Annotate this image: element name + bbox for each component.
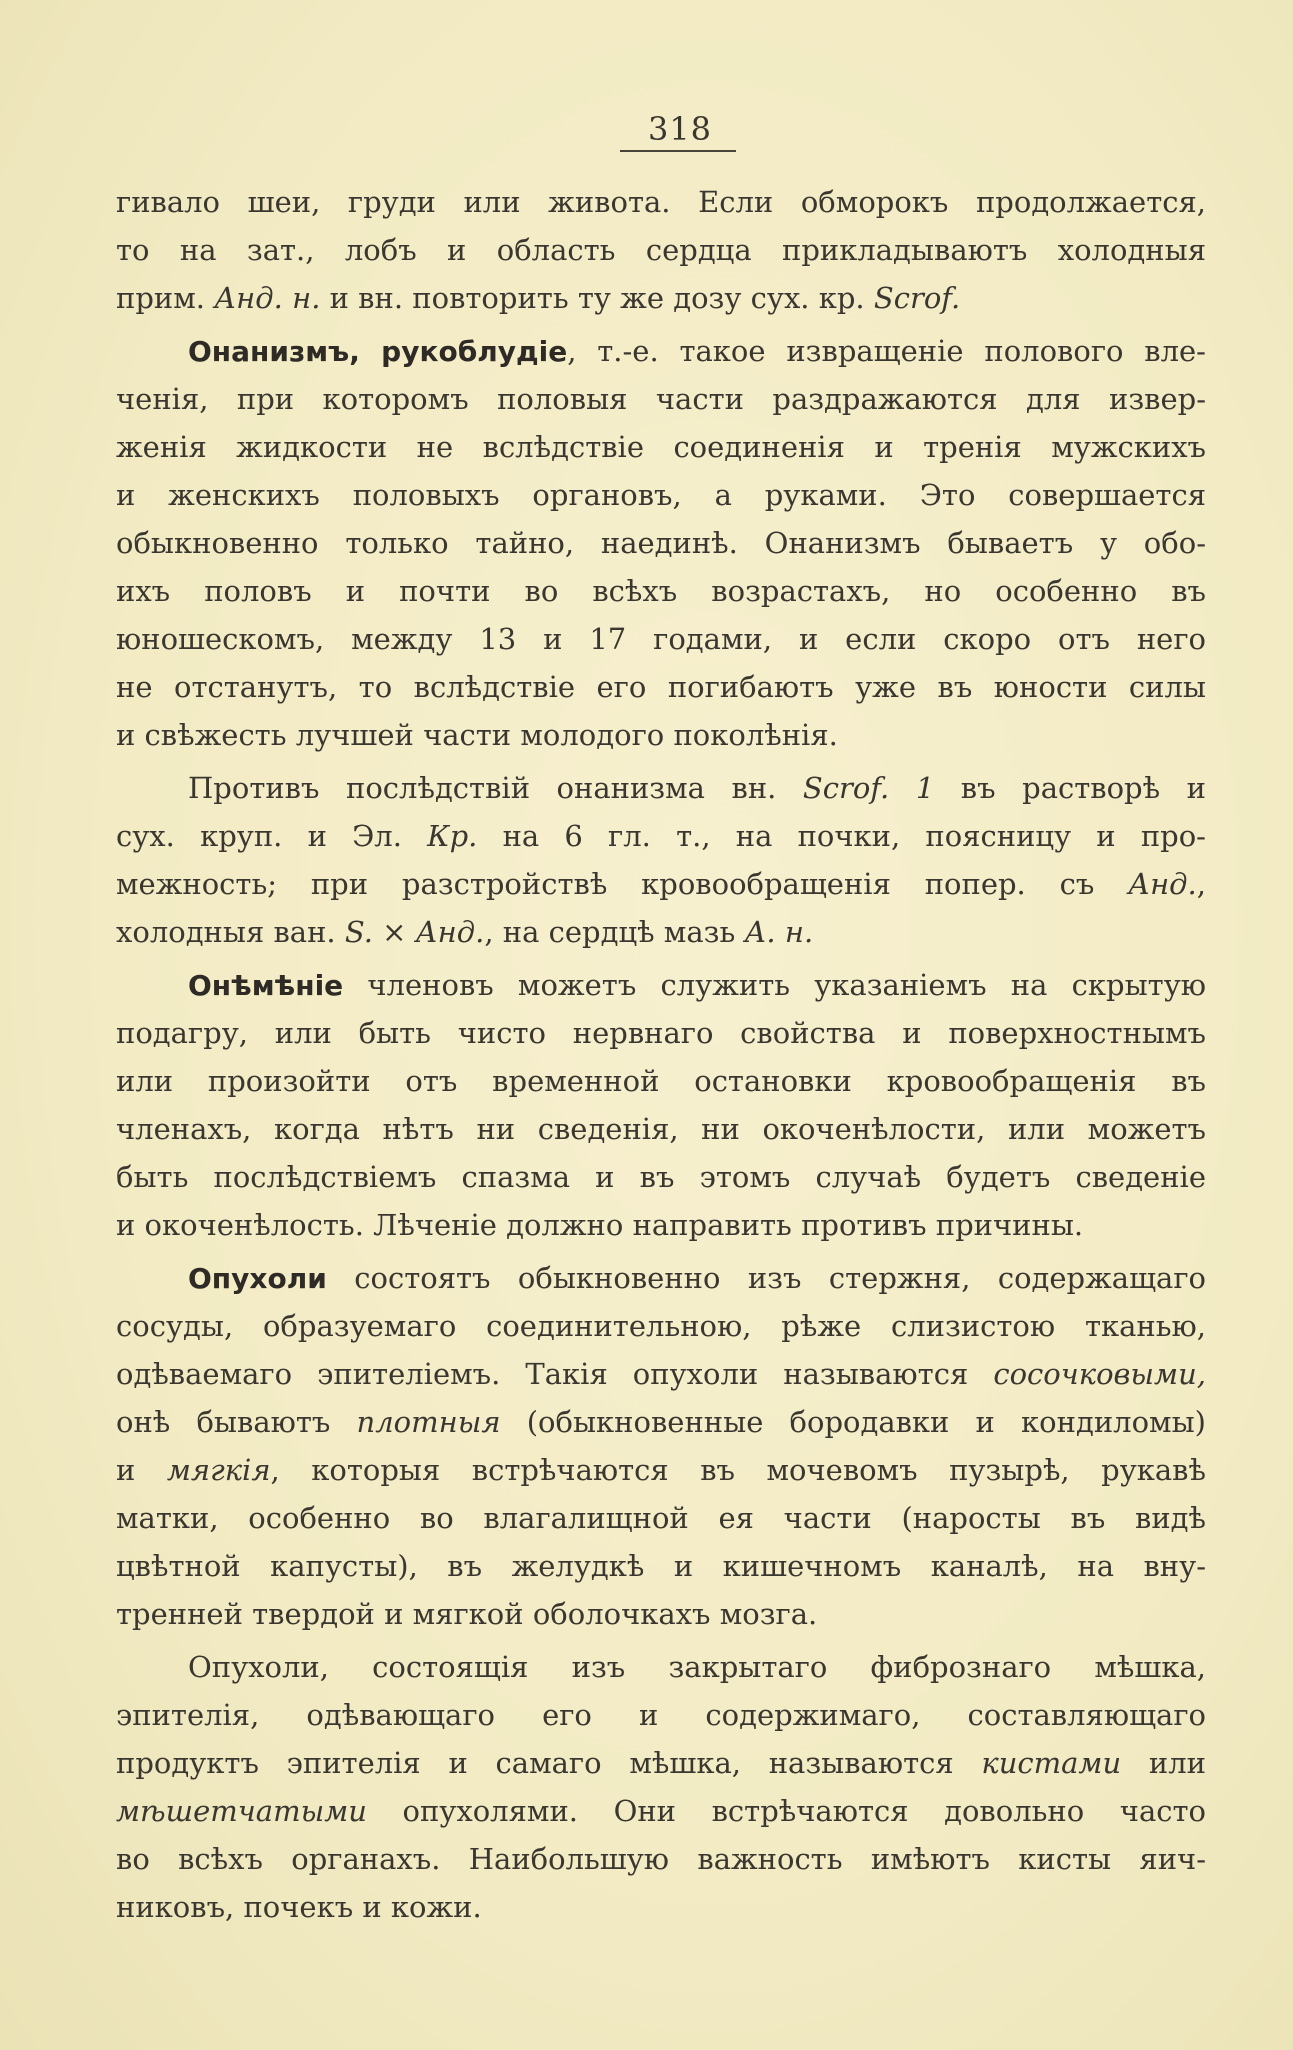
text-segment: , на сердцѣ мазь — [484, 915, 745, 949]
text-line — [116, 711, 1206, 759]
text-line — [116, 226, 1206, 274]
text-segment: , которыя встрѣчаются въ мочевомъ пузырѣ, рукавѣ — [270, 1453, 1206, 1487]
text-segment: сосуды, образуемаго соединительною, рѣже слизистою тканью, — [116, 1309, 1206, 1343]
text-segment: и окоченѣлость. Лѣченіе должно направить противъ причины. — [116, 1208, 1084, 1242]
italic-text: плотныя — [356, 1405, 501, 1439]
italic-text: Scrof. — [873, 281, 961, 315]
text-segment: ченія, при которомъ половыя части раздражаются для извер- — [116, 382, 1206, 416]
text-segment: Противъ послѣдствій онанизма вн. — [188, 771, 803, 805]
paragraph — [116, 178, 1206, 322]
text-segment: обыкновенно только тайно, наединѣ. Онанизмъ бываетъ у обо- — [116, 526, 1206, 560]
text-line — [116, 1494, 1206, 1542]
text-line — [116, 1883, 1206, 1931]
text-line — [116, 1302, 1206, 1350]
text-line — [116, 1153, 1206, 1201]
text-line — [116, 1835, 1206, 1883]
text-segment: женія жидкости не вслѣдствіе соединенія и тренія мужскихъ — [116, 430, 1206, 464]
text-segment: продуктъ эпителія и самаго мѣшка, называются — [116, 1746, 982, 1780]
term-heading: Онанизмъ, рукоблудіе — [188, 335, 568, 368]
text-segment: тренней твердой и мягкой оболочкахъ мозга. — [116, 1597, 818, 1631]
text-segment: и свѣжесть лучшей части молодого поколѣнія. — [116, 718, 838, 752]
text-line — [116, 1542, 1206, 1590]
italic-text: Кр. — [427, 819, 478, 853]
text-segment: и — [116, 1453, 167, 1487]
text-line — [116, 567, 1206, 615]
page-number-rule — [620, 150, 736, 152]
text-segment: одѣваемаго эпителіемъ. Такія опухоли называются — [116, 1357, 994, 1391]
text-line — [116, 1643, 1206, 1691]
text-line — [116, 471, 1206, 519]
text-segment: членахъ, когда нѣтъ ни сведенія, ни окоченѣлости, или можетъ — [116, 1112, 1206, 1146]
text-segment: , — [1196, 867, 1206, 901]
text-line — [116, 178, 1206, 226]
italic-text: S. — [344, 915, 373, 949]
text-segment: (обыкновенные бородавки и кондиломы) — [500, 1405, 1206, 1439]
paragraph — [116, 1643, 1206, 1931]
italic-text: Scrof. 1 — [802, 771, 935, 805]
text-line — [116, 860, 1206, 908]
text-segment: или — [1121, 1746, 1206, 1780]
text-line — [116, 423, 1206, 471]
text-segment: прим. — [116, 281, 215, 315]
text-segment: сух. круп. и Эл. — [116, 819, 428, 853]
text-segment: и женскихъ половыхъ органовъ, а руками. Это совершается — [116, 478, 1206, 512]
text-segment: состоятъ обыкновенно изъ стержня, содержащаго — [326, 1261, 1206, 1295]
text-line — [116, 812, 1206, 860]
text-line — [116, 908, 1206, 956]
page-number: 318 — [647, 110, 713, 148]
text-line — [116, 274, 1206, 322]
text-line — [116, 1254, 1206, 1302]
term-heading: Опухоли — [188, 1262, 327, 1295]
text-line — [116, 961, 1206, 1009]
text-segment: цвѣтной капусты), въ желудкѣ и кишечномъ каналѣ, на вну- — [116, 1549, 1206, 1583]
paragraph — [116, 764, 1206, 956]
text-line — [116, 1009, 1206, 1057]
text-segment: быть послѣдствіемъ спазма и въ этомъ случаѣ будетъ сведеніе — [116, 1160, 1206, 1194]
italic-text: А. н. — [744, 915, 814, 949]
text-line — [116, 1350, 1206, 1398]
text-line — [116, 1057, 1206, 1105]
text-segment: въ растворѣ и — [934, 771, 1206, 805]
text-segment: межность; при разстройствѣ кровообращенія попер. съ — [116, 867, 1129, 901]
text-line — [116, 1105, 1206, 1153]
text-segment: гивало шеи, груди или живота. Если обморокъ продолжается, — [116, 185, 1206, 219]
text-line — [116, 1446, 1206, 1494]
text-segment: членовъ можетъ служить указаніемъ на скрытую — [343, 968, 1206, 1002]
text-line — [116, 1590, 1206, 1638]
term-heading: Онѣмѣніе — [188, 969, 344, 1002]
text-segment: юношескомъ, между 13 и 17 годами, и если скоро отъ него — [116, 622, 1206, 656]
italic-text: мягкія — [166, 1453, 271, 1487]
paragraph — [116, 327, 1206, 759]
paragraph — [116, 1254, 1206, 1638]
text-segment: во всѣхъ органахъ. Наибольшую важность имѣютъ кисты яич- — [116, 1842, 1206, 1876]
text-segment: или произойти отъ временной остановки кровообращенія въ — [116, 1064, 1206, 1098]
italic-text: мѣшетчатыми — [116, 1794, 367, 1828]
text-segment: то на зат., лобъ и область сердца прикладываютъ холодныя — [116, 233, 1206, 267]
italic-text: кистами — [981, 1746, 1122, 1780]
text-segment: эпителія, одѣвающаго его и содержимаго, составляющаго — [116, 1698, 1206, 1732]
text-line — [116, 1398, 1206, 1446]
text-segment: онѣ бываютъ — [116, 1405, 357, 1439]
text-line — [116, 764, 1206, 812]
text-line — [116, 519, 1206, 567]
text-segment: ихъ половъ и почти во всѣхъ возрастахъ, но особенно въ — [116, 574, 1206, 608]
text-segment: никовъ, почекъ и кожи. — [116, 1890, 482, 1924]
text-line — [116, 1201, 1206, 1249]
text-line — [116, 375, 1206, 423]
text-line — [116, 615, 1206, 663]
text-segment: не отстанутъ, то вслѣдствіе его погибаютъ уже въ юности силы — [116, 670, 1206, 704]
text-segment: Опухоли, состоящія изъ закрытаго фибрознаго мѣшка, — [188, 1650, 1206, 1684]
text-segment: и вн. повторить ту же дозу сух. кр. — [320, 281, 874, 315]
text-line — [116, 327, 1206, 375]
text-segment: матки, особенно во влагалищной ея части (наросты въ видѣ — [116, 1501, 1206, 1535]
text-segment: подагру, или быть чисто нервнаго свойства и поверхностнымъ — [116, 1016, 1206, 1050]
text-line — [116, 1787, 1206, 1835]
text-segment: , т.-е. такое извращеніе полового вле- — [567, 334, 1206, 368]
text-segment: опухолями. Они встрѣчаются довольно часто — [366, 1794, 1206, 1828]
italic-text: Анд. н. — [214, 281, 321, 315]
italic-text: сосочковыми, — [993, 1357, 1206, 1391]
text-segment: холодныя ван. — [116, 915, 345, 949]
paragraph — [116, 961, 1206, 1249]
text-line — [116, 663, 1206, 711]
text-body — [116, 178, 1206, 1931]
italic-text: Анд. — [1128, 867, 1197, 901]
text-segment: × — [372, 915, 416, 949]
italic-text: Анд. — [415, 915, 485, 949]
text-segment: на 6 гл. т., на почки, поясницу и про- — [477, 819, 1206, 853]
text-line — [116, 1691, 1206, 1739]
text-line — [116, 1739, 1206, 1787]
